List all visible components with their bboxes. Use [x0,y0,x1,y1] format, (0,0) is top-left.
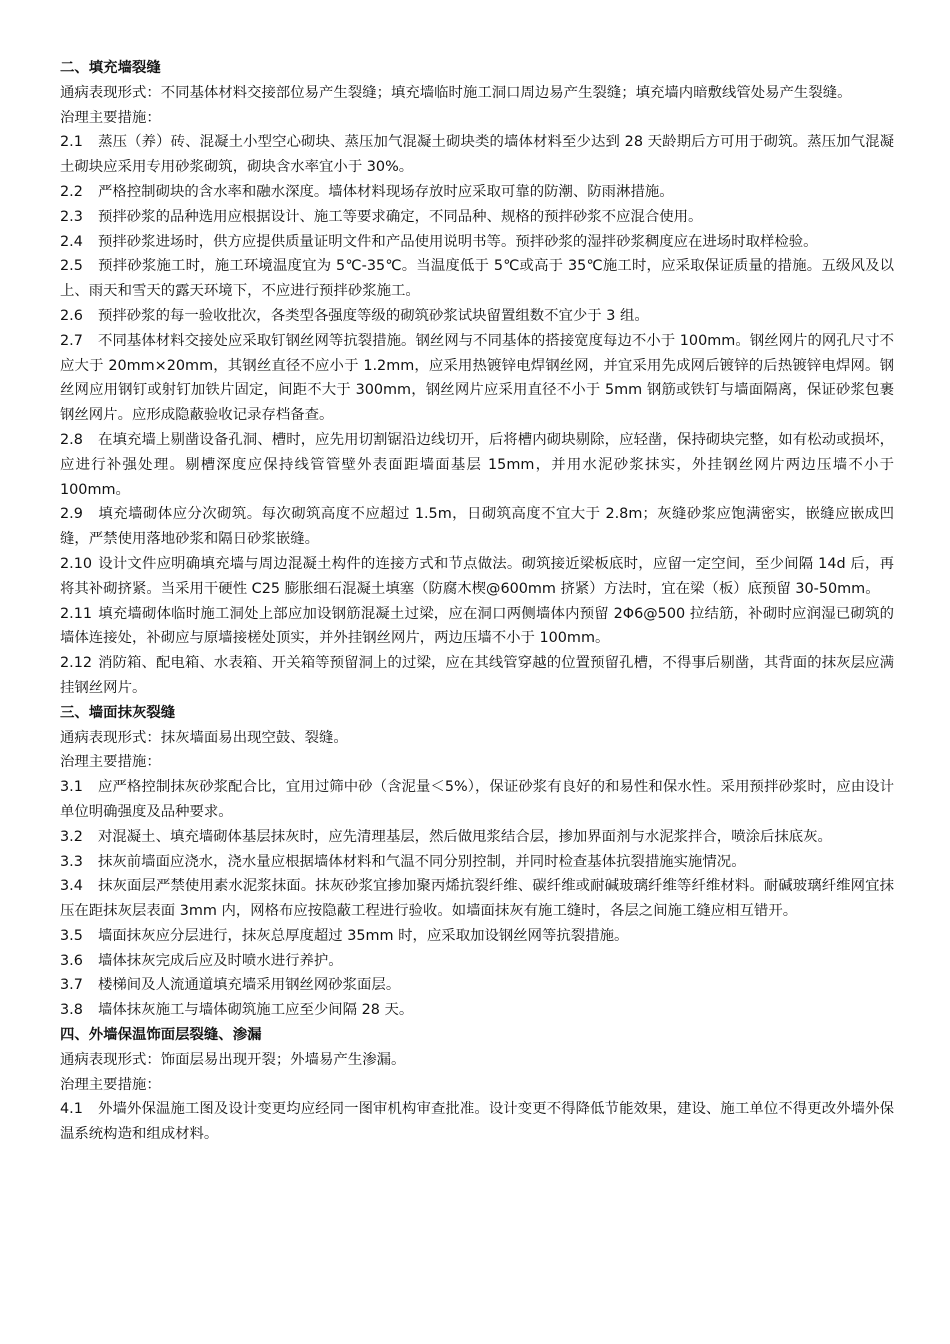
measure-text: 预拌砂浆的品种选用应根据设计、施工等要求确定，不同品种、规格的预拌砂浆不应混合使用。 [98,208,703,225]
measure-text: 预拌砂浆施工时，施工环境温度宜为 5℃-35℃。当温度低于 5℃或高于 35℃施工时，应采取保证质量的措施。五级风及以上、雨天和雪天的露天环境下，不应进行预拌砂浆施工。 [60,258,894,300]
measure-item [60,304,894,329]
measure-number: 2.9 [60,506,83,523]
measure-item [60,825,894,850]
measure-item [60,874,894,924]
symptom-text: 通病表现形式：不同基体材料交接部位易产生裂缝；填充墙临时施工洞口周边易产生裂缝；填充墙内暗敷线管处易产生裂缝。 [60,84,852,101]
measure-text: 严格控制砌块的含水率和融水深度。墙体材料现场存放时应采取可靠的防潮、防雨淋措施。 [98,183,674,200]
measures-label: 治理主要措施： [60,754,161,771]
measure-text: 预拌砂浆的每一验收批次，各类型各强度等级的砌筑砂浆试块留置组数不宜少于 3 组。 [98,307,649,324]
measure-item [60,254,894,304]
measure-number: 3.2 [60,828,83,845]
measure-number: 3.4 [60,878,83,895]
document-page [60,56,894,1147]
measure-text: 应严格控制抹灰砂浆配合比，宜用过筛中砂（含泥量＜5%），保证砂浆有良好的和易性和保水性。采用预拌砂浆时，应由设计单位明确强度及品种要求。 [60,779,894,820]
measure-text: 在填充墙上剔凿设备孔洞、槽时，应先用切割锯沿边线切开，后将槽内砌块剔除，应轻凿，保持砌块完整，如有松动或损坏，应进行补强处理。剔槽深度应保持线管管壁外表面距墙面基层 15mm，并用水泥砂浆抹实，外挂钢丝网片两边压墙不小于 100mm。 [60,431,894,498]
measure-item [60,924,894,949]
measure-item [60,428,894,502]
measures-label: 治理主要措施： [60,109,161,126]
measure-item [60,329,894,428]
measure-text: 不同基体材料交接处应采取钉钢丝网等抗裂措施。钢丝网与不同基体的搭接宽度每边不小于 100mm。钢丝网片的网孔尺寸不应大于 20mm×20mm，其钢丝直径不应小于 1.2mm，应采用热镀锌电焊钢丝网，并宜采用先成网后镀锌的后热镀锌电焊网。钢丝网应用钢钉或射钉加铁片固定，间距不大于 300mm，钢丝网片应采用直径不小于 5mm 钢筋或铁钉与墙面隔离，保证砂浆包裹钢丝网片。应形成隐蔽验收记录存档备查。 [60,332,894,424]
symptom-text: 通病表现形式：饰面层易出现开裂；外墙易产生渗漏。 [60,1051,406,1068]
measure-number: 3.8 [60,1002,83,1019]
measure-number: 3.3 [60,853,83,870]
measure-text: 蒸压（养）砖、混凝土小型空心砌块、蒸压加气混凝土砌块类的墙体材料至少达到 28 天龄期后方可用于砌筑。蒸压加气混凝土砌块应采用专用砂浆砌筑，砌块含水率宜小于 30%。 [60,134,894,176]
measure-number: 2.7 [60,332,83,349]
measure-text: 消防箱、配电箱、水表箱、开关箱等预留洞上的过梁，应在其线管穿越的位置预留孔槽，不得事后剔凿，其背面的抹灰层应满挂钢丝网片。 [60,655,894,696]
measure-item [60,230,894,255]
measure-item [60,602,894,652]
measure-text: 外墙外保温施工图及设计变更均应经同一图审机构审查批准。设计变更不得降低节能效果，建设、施工单位不得更改外墙外保温系统构造和组成材料。 [60,1101,894,1143]
measure-item [60,552,894,602]
measures-label: 治理主要措施： [60,1076,161,1093]
measure-text: 填充墙砌体临时施工洞处上部应加设钢筋混凝土过梁，应在洞口两侧墙体内预留 2Φ6@500 拉结筋，补砌时应润湿已砌筑的墙体连接处，补砌应与原墙接槎处顶实，并外挂钢丝网片，两边压墙不小于 100mm。 [60,605,894,647]
section-heading: 三、墙面抹灰裂缝 [60,704,176,721]
measure-item [60,998,894,1023]
measure-text: 预拌砂浆进场时，供方应提供质量证明文件和产品使用说明书等。预拌砂浆的湿拌砂浆稠度应在进场时取样检验。 [98,233,818,250]
measure-text: 墙体抹灰施工与墙体砌筑施工应至少间隔 28 天。 [98,1002,414,1019]
measure-number: 2.10 [60,555,93,572]
measure-item [60,973,894,998]
measure-item [60,180,894,205]
measure-text: 楼梯间及人流通道填充墙采用钢丝网砂浆面层。 [98,977,401,994]
measure-number: 3.5 [60,927,83,944]
measure-number: 4.1 [60,1101,83,1118]
measure-text: 对混凝土、填充墙砌体基层抹灰时，应先清理基层，然后做甩浆结合层，掺加界面剂与水泥浆拌合，喷涂后抹底灰。 [98,828,832,845]
measure-number: 2.3 [60,208,83,225]
measure-item [60,949,894,974]
measure-number: 2.4 [60,233,83,250]
measure-text: 墙面抹灰应分层进行，抹灰总厚度超过 35mm 时，应采取加设钢丝网等抗裂措施。 [98,927,629,944]
measure-item [60,502,894,552]
measure-item [60,1097,894,1147]
symptom-text: 通病表现形式：抹灰墙面易出现空鼓、裂缝。 [60,729,348,746]
measure-number: 2.1 [60,134,83,151]
measure-number: 2.2 [60,183,83,200]
measure-text: 抹灰面层严禁使用素水泥浆抹面。抹灰砂浆宜掺加聚丙烯抗裂纤维、碳纤维或耐碱玻璃纤维等纤维材料。耐碱玻璃纤维网宜抹压在距抹灰层表面 3mm 内，网格布应按隐蔽工程进行验收。如墙面抹灰有施工缝时，各层之间施工缝应相互错开。 [60,878,894,920]
measure-number: 2.6 [60,307,83,324]
measure-text: 墙体抹灰完成后应及时喷水进行养护。 [98,952,343,969]
measure-item [60,130,894,180]
measure-number: 2.12 [60,655,93,672]
measure-number: 2.5 [60,258,83,275]
measure-text: 抹灰前墙面应浇水，浇水量应根据墙体材料和气温不同分别控制，并同时检查基体抗裂措施实施情况。 [98,853,746,870]
measure-number: 2.8 [60,431,83,448]
measure-item [60,850,894,875]
section-heading: 四、外墙保温饰面层裂缝、渗漏 [60,1027,262,1044]
measure-item [60,651,894,701]
measure-number: 3.7 [60,977,83,994]
measure-text: 填充墙砌体应分次砌筑。每次砌筑高度不应超过 1.5m，日砌筑高度不宜大于 2.8m；灰缝砂浆应饱满密实，嵌缝应嵌成凹缝，严禁使用落地砂浆和隔日砂浆嵌缝。 [60,506,894,548]
measure-number: 2.11 [60,605,93,622]
measure-number: 3.1 [60,779,83,796]
measure-number: 3.6 [60,952,83,969]
section-heading: 二、填充墙裂缝 [60,60,161,76]
measure-item [60,205,894,230]
measure-text: 设计文件应明确填充墙与周边混凝土构件的连接方式和节点做法。砌筑接近梁板底时，应留一定空间，至少间隔 14d 后，再将其补砌挤紧。当采用干硬性 C25 膨胀细石混凝土填塞（防腐木楔@600mm 挤紧）方法时，宜在梁（板）底预留 30-50mm。 [60,555,894,597]
measure-item [60,775,894,825]
